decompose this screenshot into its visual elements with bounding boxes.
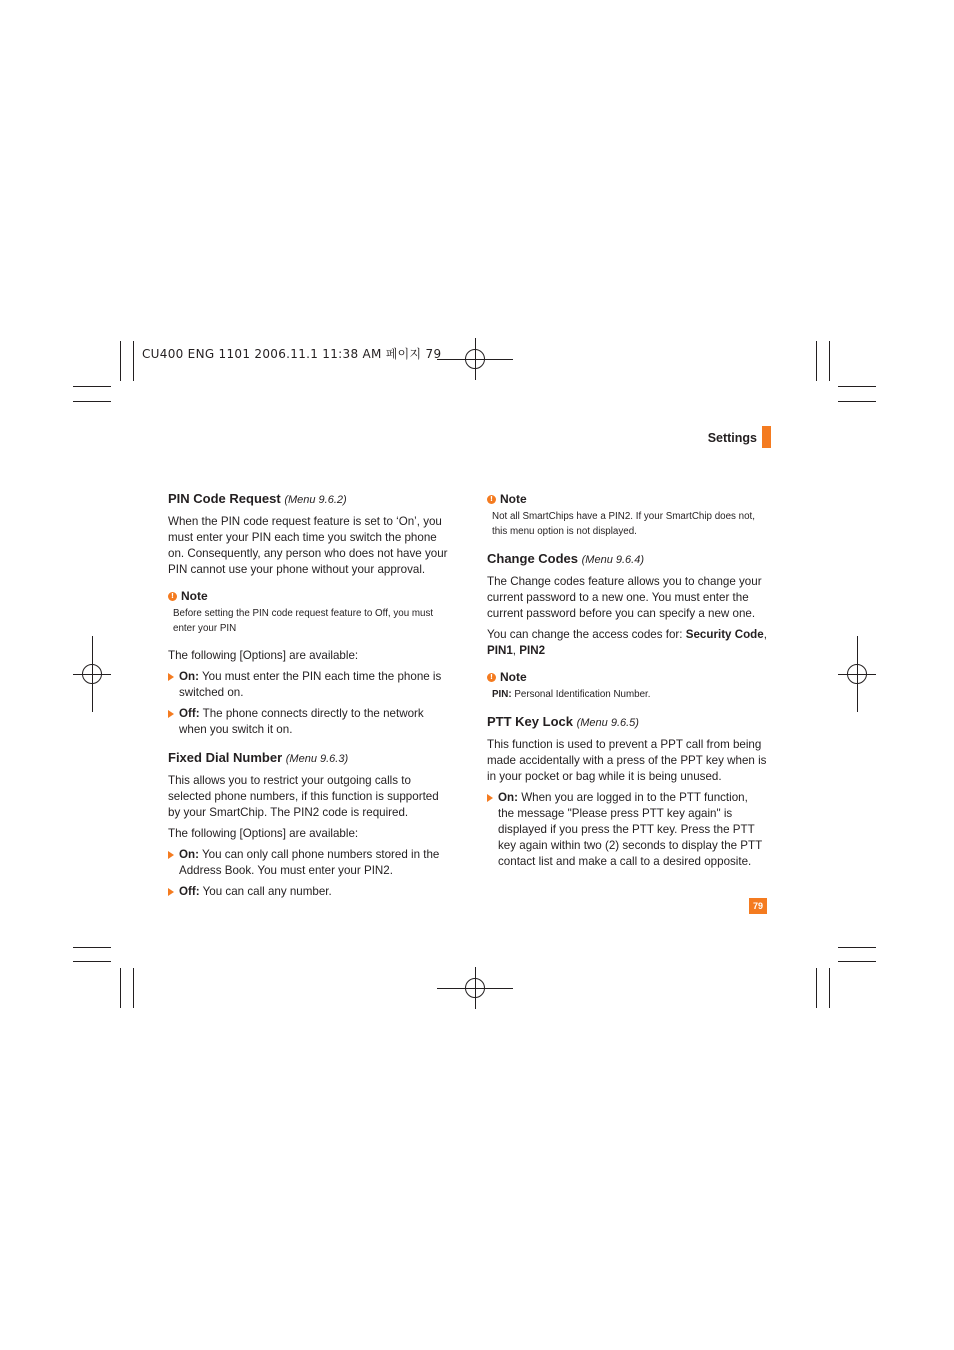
- menu-number: (Menu 9.6.4): [581, 554, 645, 566]
- menu-number: (Menu 9.6.2): [284, 494, 347, 506]
- bullet-arrow-icon: [168, 851, 174, 859]
- option-on: On: You must enter the PIN each time the phone is switched on.: [168, 669, 448, 701]
- option-on: On: You can only call phone numbers stored in the Address Book. You must enter your PIN2.: [168, 847, 448, 879]
- page-number: 79: [749, 898, 767, 914]
- option-off: Off: You can call any number.: [168, 884, 448, 900]
- pin-code-body: When the PIN code request feature is set to ‘On’, you must enter your PIN each time you switch the phone on. Consequently, any person who does not have your PIN cannot use your phone without your approval.: [168, 515, 448, 576]
- note-text: Before setting the PIN code request feature to Off, you must enter your PIN: [173, 608, 434, 634]
- right-column: [487, 491, 767, 875]
- note-heading: ! Note: [487, 491, 767, 507]
- option-on: On: When you are logged in to the PTT function, the message "Please press PTT key again" is displayed if you press the PTT key. Press the PTT key again within two (2) seconds to display the PTT contact list and make a call to a desired opposite.: [487, 790, 767, 870]
- bullet-arrow-icon: [168, 673, 174, 681]
- fdn-body: This allows you to restrict your outgoing calls to selected phone numbers, if this function is supported by your SmartChip. The PIN2 code is required.: [168, 774, 439, 819]
- fixed-dial-number-heading: Fixed Dial Number (Menu 9.6.3): [168, 750, 349, 765]
- menu-number: (Menu 9.6.3): [285, 753, 349, 765]
- note-icon: !: [487, 673, 496, 682]
- print-slug: CU400 ENG 1101 2006.11.1 11:38 AM 페이지 79: [142, 347, 442, 361]
- note-heading: ! Note: [487, 669, 767, 685]
- access-codes-list: You can change the access codes for: Security Code, PIN1, PIN2: [487, 628, 767, 657]
- bullet-arrow-icon: [487, 794, 493, 802]
- pin-code-request-heading: PIN Code Request (Menu 9.6.2): [168, 491, 347, 506]
- section-label: Settings: [707, 431, 757, 445]
- note-heading: ! Note: [168, 588, 448, 604]
- note-icon: !: [487, 495, 496, 504]
- bullet-arrow-icon: [168, 888, 174, 896]
- left-column: [168, 491, 448, 905]
- ptt-body: This function is used to prevent a PPT call from being made accidentally with a press of the PPT key when is in your pocket or bag while it is being unused.: [487, 738, 767, 783]
- note-text: PIN: Personal Identification Number.: [492, 689, 651, 700]
- ptt-key-lock-heading: PTT Key Lock (Menu 9.6.5): [487, 714, 639, 729]
- change-codes-heading: Change Codes (Menu 9.6.4): [487, 551, 645, 566]
- bullet-arrow-icon: [168, 710, 174, 718]
- options-intro: The following [Options] are available:: [168, 827, 359, 840]
- menu-number: (Menu 9.6.5): [576, 717, 639, 729]
- option-off: Off: The phone connects directly to the network when you switch it on.: [168, 706, 448, 738]
- options-intro: The following [Options] are available:: [168, 649, 359, 662]
- note-icon: !: [168, 592, 177, 601]
- note-text: Not all SmartChips have a PIN2. If your SmartChip does not, this menu option is not displayed.: [492, 511, 755, 537]
- section-tab: [762, 426, 771, 448]
- change-codes-body: The Change codes feature allows you to change your current password to a new one. You must enter the current password before you can specify a new one.: [487, 575, 762, 620]
